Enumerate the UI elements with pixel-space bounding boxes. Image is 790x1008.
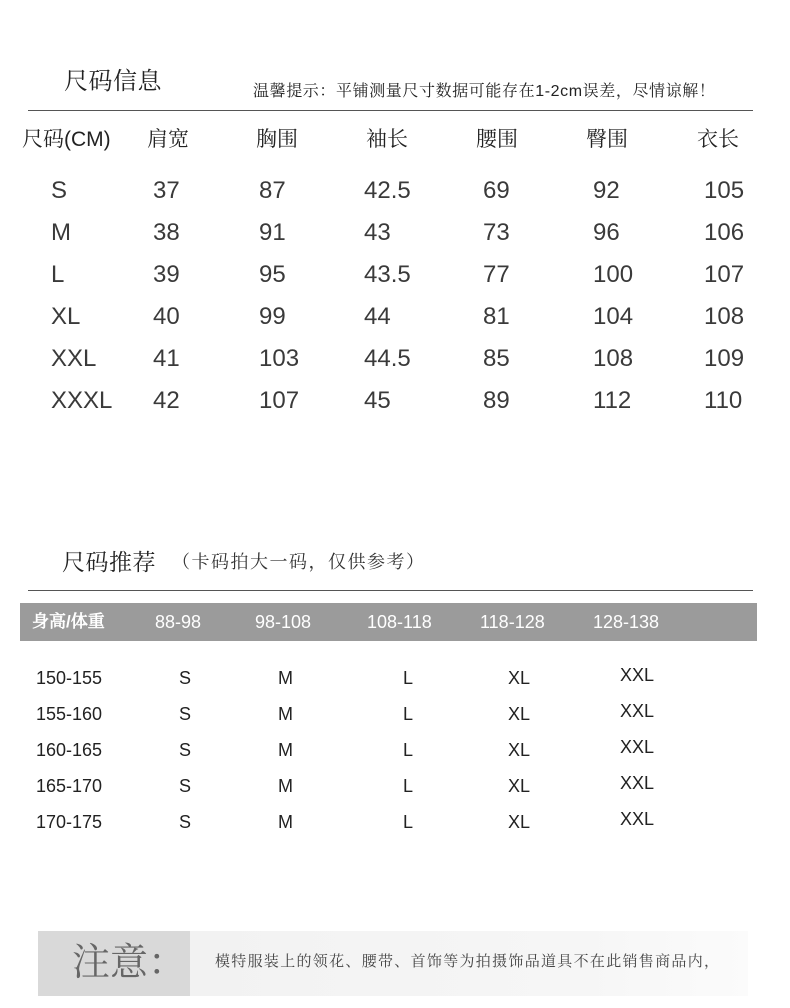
size-label: XXL (51, 345, 97, 372)
recommended-size: M (278, 668, 293, 688)
table-row (0, 702, 790, 726)
table-row (0, 738, 790, 762)
waist-value: 89 (483, 387, 510, 414)
size-info-header-row (0, 126, 790, 154)
shoulder-width-value: 37 (153, 177, 180, 204)
notice-box (38, 931, 748, 996)
body-length-value: 109 (704, 345, 745, 372)
height-range: 150-155 (36, 668, 103, 688)
shoulder-width-value: 38 (153, 219, 180, 246)
table-row (0, 344, 790, 374)
hip-value: 104 (593, 303, 634, 330)
recommended-size: XXL (620, 809, 655, 829)
size-label: L (51, 261, 65, 288)
waist-value: 81 (483, 303, 510, 330)
hip-value: 92 (593, 177, 620, 204)
size-label: XL (51, 303, 81, 330)
chest-value: 87 (259, 177, 286, 204)
body-length-value: 107 (704, 261, 745, 288)
height-range: 160-165 (36, 740, 103, 760)
waist-value: 73 (483, 219, 510, 246)
table-row (0, 386, 790, 416)
size-label: S (51, 177, 68, 204)
hip-value: 96 (593, 219, 620, 246)
table-row (0, 774, 790, 798)
recommended-size: XL (508, 812, 531, 832)
recommended-size: S (179, 704, 192, 724)
recommended-size: L (403, 812, 414, 832)
sleeve-length-value: 44.5 (364, 345, 411, 372)
weight-range-header: 128-138 (593, 612, 660, 632)
recommended-size: M (278, 740, 293, 760)
header-hip: 臀围 (586, 128, 628, 151)
recommend-header-bar (20, 603, 757, 641)
recommended-size: L (403, 668, 414, 688)
header-waist: 腰围 (476, 128, 518, 151)
height-range: 155-160 (36, 704, 103, 724)
height-range: 170-175 (36, 812, 103, 832)
measurement-tip: 温馨提示：平铺测量尺寸数据可能存在1-2cm误差，尽情谅解！ (253, 83, 716, 100)
table-row (0, 666, 790, 690)
recommended-size: M (278, 704, 293, 724)
shoulder-width-value: 39 (153, 261, 180, 288)
body-length-value: 106 (704, 219, 745, 246)
waist-value: 77 (483, 261, 510, 288)
size-recommend-title: 尺码推荐 (62, 549, 156, 575)
recommended-size: M (278, 776, 293, 796)
recommended-size: XL (508, 740, 531, 760)
header-height-weight: 身高/体重 (32, 612, 105, 631)
size-info-title: 尺码信息 (64, 68, 162, 95)
weight-range-header: 98-108 (255, 612, 312, 632)
notice-text-panel (190, 931, 748, 996)
section-divider (28, 110, 753, 111)
shoulder-width-value: 41 (153, 345, 180, 372)
notice-label: 注意： (72, 942, 187, 984)
chest-value: 95 (259, 261, 286, 288)
table-row (0, 302, 790, 332)
sleeve-length-value: 45 (364, 387, 391, 414)
recommended-size: L (403, 740, 414, 760)
shoulder-width-value: 42 (153, 387, 180, 414)
body-length-value: 110 (704, 387, 743, 414)
weight-range-header: 108-118 (367, 612, 432, 632)
notice-label-panel (38, 931, 190, 996)
recommended-size: L (403, 776, 414, 796)
table-row (0, 810, 790, 834)
sleeve-length-value: 42.5 (364, 177, 411, 204)
recommended-size: XXL (620, 701, 655, 721)
chest-value: 99 (259, 303, 286, 330)
recommended-size: S (179, 668, 192, 688)
chest-value: 107 (259, 387, 300, 414)
chest-value: 103 (259, 345, 300, 372)
sleeve-length-value: 44 (364, 303, 391, 330)
chest-value: 91 (259, 219, 286, 246)
height-range: 165-170 (36, 776, 103, 796)
recommended-size: XXL (620, 737, 655, 757)
header-shoulder-width: 肩宽 (147, 128, 189, 151)
size-recommend-subtitle: （卡码拍大一码，仅供参考） (172, 552, 426, 572)
table-row (0, 176, 790, 206)
header-sleeve-length: 袖长 (366, 128, 408, 151)
header-size: 尺码(CM) (22, 128, 111, 151)
recommended-size: XXL (620, 665, 655, 685)
recommended-size: S (179, 776, 192, 796)
header-body-length: 衣长 (697, 128, 739, 151)
body-length-value: 108 (704, 303, 745, 330)
recommended-size: XXL (620, 773, 655, 793)
weight-range-header: 88-98 (155, 612, 202, 632)
sleeve-length-value: 43.5 (364, 261, 411, 288)
waist-value: 85 (483, 345, 510, 372)
recommended-size: M (278, 812, 293, 832)
shoulder-width-value: 40 (153, 303, 180, 330)
recommended-size: XL (508, 776, 531, 796)
section-divider (28, 590, 753, 591)
body-length-value: 105 (704, 177, 745, 204)
size-label: M (51, 219, 71, 246)
hip-value: 100 (593, 261, 634, 288)
recommended-size: S (179, 812, 192, 832)
weight-range-header: 118-128 (480, 612, 545, 632)
recommended-size: XL (508, 668, 531, 688)
notice-text: 模特服装上的领花、腰带、首饰等为拍摄饰品道具不在此销售商品内， (215, 953, 721, 970)
header-chest: 胸围 (256, 128, 298, 151)
recommended-size: S (179, 740, 192, 760)
hip-value: 112 (593, 387, 632, 414)
recommended-size: L (403, 704, 414, 724)
sleeve-length-value: 43 (364, 219, 391, 246)
size-label: XXXL (51, 387, 113, 414)
recommended-size: XL (508, 704, 531, 724)
table-row (0, 218, 790, 248)
hip-value: 108 (593, 345, 634, 372)
waist-value: 69 (483, 177, 510, 204)
table-row (0, 260, 790, 290)
